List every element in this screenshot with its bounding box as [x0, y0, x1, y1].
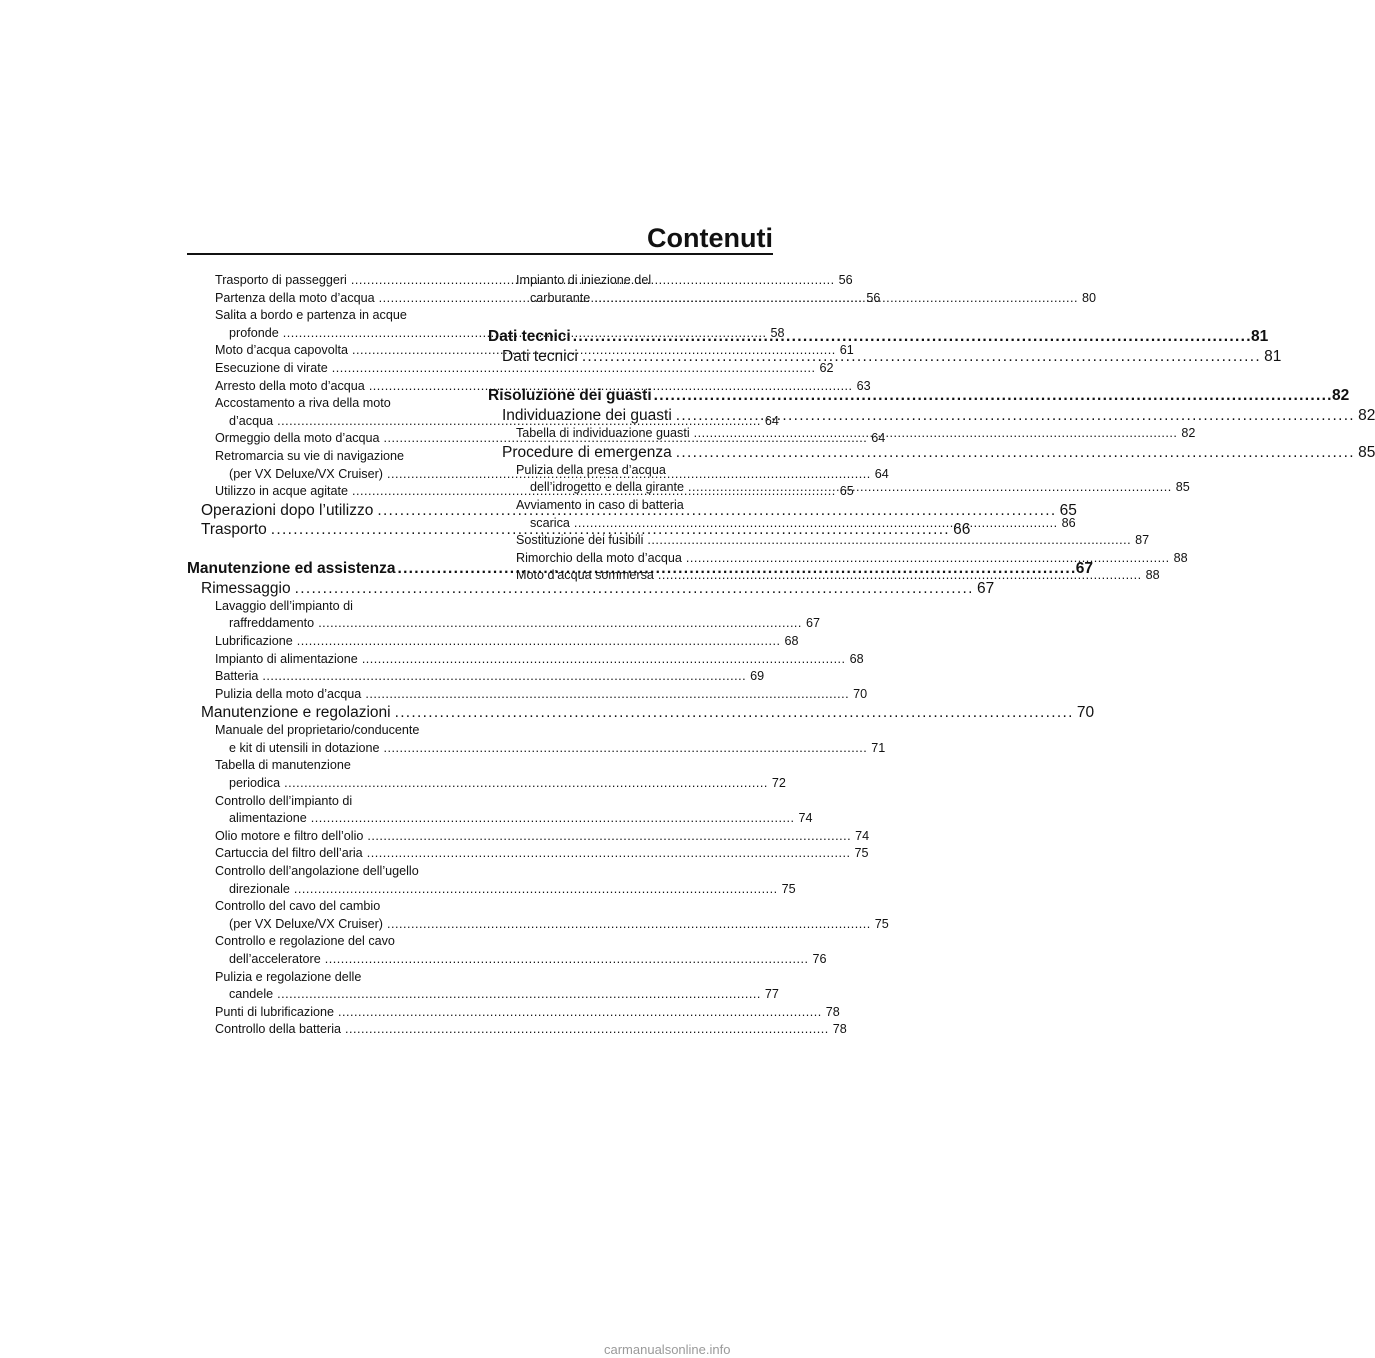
toc-entry-title: Pulizia della moto d’acqua	[215, 686, 362, 701]
toc-entry-title: Tabella di manutenzione	[215, 758, 351, 773]
dot-leader	[688, 479, 1170, 497]
toc-entry[interactable]	[187, 1004, 840, 1022]
toc-entry-title: Controllo dell’angolazione dell’ugello	[215, 864, 419, 879]
toc-entry[interactable]	[187, 863, 796, 898]
toc-entry-title-cont: dell’acceleratore	[229, 952, 321, 966]
toc-entry-title-cont: e kit di utensili in dotazione	[229, 740, 380, 755]
toc-entry[interactable]	[187, 598, 820, 633]
toc-entry-page: 75	[854, 846, 869, 861]
toc-entry-title: Controllo della batteria	[215, 1022, 342, 1037]
toc-entry-page: 82	[1181, 426, 1196, 441]
toc-entry[interactable]	[187, 703, 1095, 722]
toc-entry-page: 67	[1075, 559, 1094, 577]
toc-entry-page: 74	[798, 811, 813, 826]
toc-entry-title: Batteria	[215, 669, 259, 684]
toc-entry-page: 88	[1145, 568, 1160, 583]
dot-leader	[262, 668, 744, 686]
toc-entry-title: Sostituzione dei fusibili	[516, 533, 644, 548]
toc-entry-title: Impianto di alimentazione	[215, 651, 358, 666]
toc-entry-title: Controllo dell’impianto di	[215, 793, 353, 808]
toc-entry-title: Ormeggio della moto d’acqua	[215, 431, 380, 446]
toc-entry[interactable]	[187, 933, 827, 968]
toc-entry-title: Tabella di individuazione guasti	[516, 426, 690, 441]
toc-entry-page: 69	[750, 669, 765, 684]
toc-entry[interactable]	[488, 386, 1350, 406]
toc-entry[interactable]	[187, 828, 870, 846]
toc-entry-page: 74	[855, 828, 870, 843]
toc-entry-title-cont: carburante	[530, 290, 591, 305]
toc-entry-title-cont: profonde	[229, 325, 279, 340]
toc-entry-title-cont: raffreddamento	[229, 616, 315, 631]
toc-entry[interactable]	[187, 651, 864, 669]
toc-entry[interactable]	[187, 579, 995, 598]
toc-entry-page: 71	[871, 740, 886, 755]
toc-entry-title: Arresto della moto d’acqua	[215, 378, 365, 393]
page-title: Contenuti	[647, 223, 773, 253]
toc-entry-page: 80	[1081, 290, 1096, 305]
toc-entry[interactable]	[187, 668, 765, 686]
dot-leader	[367, 828, 849, 846]
toc-entry-page: 88	[1173, 550, 1188, 565]
toc-entry[interactable]	[187, 686, 868, 704]
toc-entry-page: 81	[1264, 348, 1282, 366]
dot-leader	[345, 1021, 827, 1039]
toc-entry-page: 62	[819, 360, 834, 375]
dot-leader	[325, 951, 807, 969]
toc-entry-title: Procedure di emergenza	[502, 443, 672, 461]
dot-leader	[686, 550, 1168, 568]
toc-entry-title: Olio motore e filtro dell’olio	[215, 828, 364, 843]
toc-entry[interactable]	[187, 845, 869, 863]
toc-entry[interactable]	[488, 532, 1150, 550]
toc-entry-page: 86	[1061, 515, 1076, 530]
toc-entry-page: 68	[784, 633, 799, 648]
dot-leader	[284, 775, 766, 793]
toc-entry[interactable]	[187, 1021, 847, 1039]
toc-entry[interactable]	[187, 722, 886, 757]
dot-leader	[676, 406, 1352, 425]
toc-entry-page: 77	[764, 987, 779, 1002]
toc-entry-title: Dati tecnici	[488, 328, 571, 346]
toc-entry-title: Trasporto di passeggeri	[215, 273, 347, 287]
toc-entry-title-cont: periodica	[229, 776, 281, 791]
dot-leader	[694, 425, 1176, 443]
toc-entry-page: 76	[812, 952, 827, 966]
toc-entry-title: Manutenzione ed assistenza	[187, 559, 396, 577]
toc-entry-title: Rimessaggio	[201, 579, 291, 597]
toc-entry-page: 58	[770, 325, 785, 340]
dot-leader	[582, 347, 1258, 366]
toc-entry-page: 66	[953, 520, 971, 538]
dot-leader	[395, 703, 1071, 722]
toc-entry-page: 67	[805, 616, 820, 631]
toc-entry-page: 78	[832, 1022, 847, 1037]
toc-entry-page: 72	[771, 776, 786, 791]
toc-entry-title: Moto d’acqua sommersa	[516, 568, 654, 583]
toc-entry-title: Accostamento a riva della moto	[215, 396, 391, 411]
toc-entry-title: Trasporto	[201, 520, 267, 538]
dot-leader	[362, 651, 844, 669]
dot-leader	[594, 290, 1076, 308]
dot-leader	[647, 532, 1129, 550]
toc-entry[interactable]	[488, 443, 1375, 462]
toc-entry-page: 87	[1135, 533, 1150, 548]
toc-entry-title: Cartuccia del filtro dell’aria	[215, 846, 363, 861]
toc-entry-title: Manuale del proprietario/conducente	[215, 723, 420, 738]
dot-leader	[338, 1004, 820, 1022]
toc-entry-title: Moto d’acqua capovolta	[215, 343, 349, 358]
toc-entry-title: Impianto di iniezione del	[516, 273, 652, 287]
toc-entry-title-cont: scarica	[530, 515, 570, 530]
toc-entry-title-cont: dell’idrogetto e della girante	[530, 480, 685, 495]
toc-entry[interactable]	[187, 757, 786, 792]
dot-leader	[384, 740, 866, 758]
toc-entry-title-cont: d’acqua	[229, 413, 274, 428]
dot-leader	[277, 986, 759, 1004]
toc-entry[interactable]	[187, 793, 813, 828]
toc-entry-title: Risoluzione dei guasti	[488, 387, 652, 405]
dot-leader	[365, 686, 847, 704]
toc-entry-title: Dati tecnici	[502, 348, 578, 366]
toc-entry-page: 81	[1251, 328, 1269, 346]
toc-entry-title: Operazioni dopo l’utilizzo	[201, 501, 374, 519]
toc-entry-title: Pulizia della presa d’acqua	[516, 462, 666, 477]
toc-entry-title-cont: (per VX Deluxe/VX Cruiser)	[229, 916, 383, 931]
dot-leader	[654, 386, 1330, 406]
toc-entry-title: Utilizzo in acque agitate	[215, 484, 349, 499]
dot-leader	[294, 881, 776, 899]
toc-entry-title: Partenza della moto d’acqua	[215, 290, 375, 305]
toc-entry-page: 82	[1331, 387, 1350, 405]
toc-entry-page: 63	[856, 378, 871, 393]
toc-entry-title: Lubrificazione	[215, 633, 293, 648]
toc-entry-page: 64	[874, 466, 889, 481]
toc-entry[interactable]	[187, 360, 834, 378]
toc-entry-page: 65	[1059, 501, 1077, 519]
dot-leader	[387, 916, 869, 934]
dot-leader	[658, 567, 1140, 585]
toc-entry-title-cont: direzionale	[229, 881, 290, 896]
watermark: carmanualsonline.info	[604, 1342, 731, 1357]
toc-entry[interactable]	[187, 898, 889, 933]
dot-leader	[311, 810, 793, 828]
toc-entry[interactable]	[187, 969, 779, 1004]
toc-entry-title: Manutenzione e regolazioni	[201, 704, 391, 722]
toc-entry-page: 70	[1076, 704, 1095, 722]
toc-entry-title: Controllo del cavo del cambio	[215, 899, 381, 914]
toc-entry-title: Rimorchio della moto d’acqua	[516, 550, 682, 565]
toc-entry-page: 78	[825, 1004, 840, 1019]
toc-entry-page: 64	[871, 431, 886, 446]
toc-entry-title: Esecuzione di virate	[215, 360, 328, 375]
toc-entry-page: 56	[866, 290, 881, 305]
toc-entry-page: 85	[1358, 443, 1375, 461]
toc-entry-title: Avviamento in caso di batteria	[516, 497, 684, 512]
dot-leader	[318, 615, 800, 633]
toc-entry-page: 70	[853, 686, 868, 701]
dot-leader	[297, 633, 779, 651]
toc-entry-page: 64	[764, 413, 779, 428]
toc-entry-page: 75	[781, 881, 796, 896]
toc-entry-page: 67	[976, 579, 995, 597]
toc-entry-title: Lavaggio dell’impianto di	[215, 598, 353, 613]
toc-entry-title: Pulizia e regolazione delle	[215, 969, 362, 984]
toc-entry-page: 85	[1175, 480, 1190, 495]
toc-entry-title-cont: candele	[229, 987, 274, 1002]
toc-entry-page: 61	[839, 343, 854, 358]
toc-entry-title: Punti di lubrificazione	[215, 1004, 335, 1019]
dot-leader	[676, 443, 1352, 462]
toc-entry-title-cont: (per VX Deluxe/VX Cruiser)	[229, 466, 383, 481]
toc-entry-page: 56	[838, 273, 853, 287]
title-rule	[187, 253, 773, 255]
toc-entry-title: Salita a bordo e partenza in acque	[215, 308, 407, 323]
dot-leader	[574, 515, 1056, 533]
toc-entry-title: Individuazione dei guasti	[502, 407, 672, 425]
dot-leader	[573, 327, 1249, 347]
toc-entry[interactable]	[187, 633, 799, 651]
toc-entry-title-cont: alimentazione	[229, 811, 307, 826]
toc-entry-title: Retromarcia su vie di navigazione	[215, 448, 404, 463]
toc-entry-page: 65	[839, 484, 854, 499]
toc-entry-page: 82	[1358, 407, 1375, 425]
toc-entry-page: 68	[849, 651, 864, 666]
toc-entry-title: Controllo e regolazione del cavo	[215, 934, 395, 949]
toc-entry-page: 75	[874, 916, 889, 931]
dot-leader	[367, 845, 849, 863]
